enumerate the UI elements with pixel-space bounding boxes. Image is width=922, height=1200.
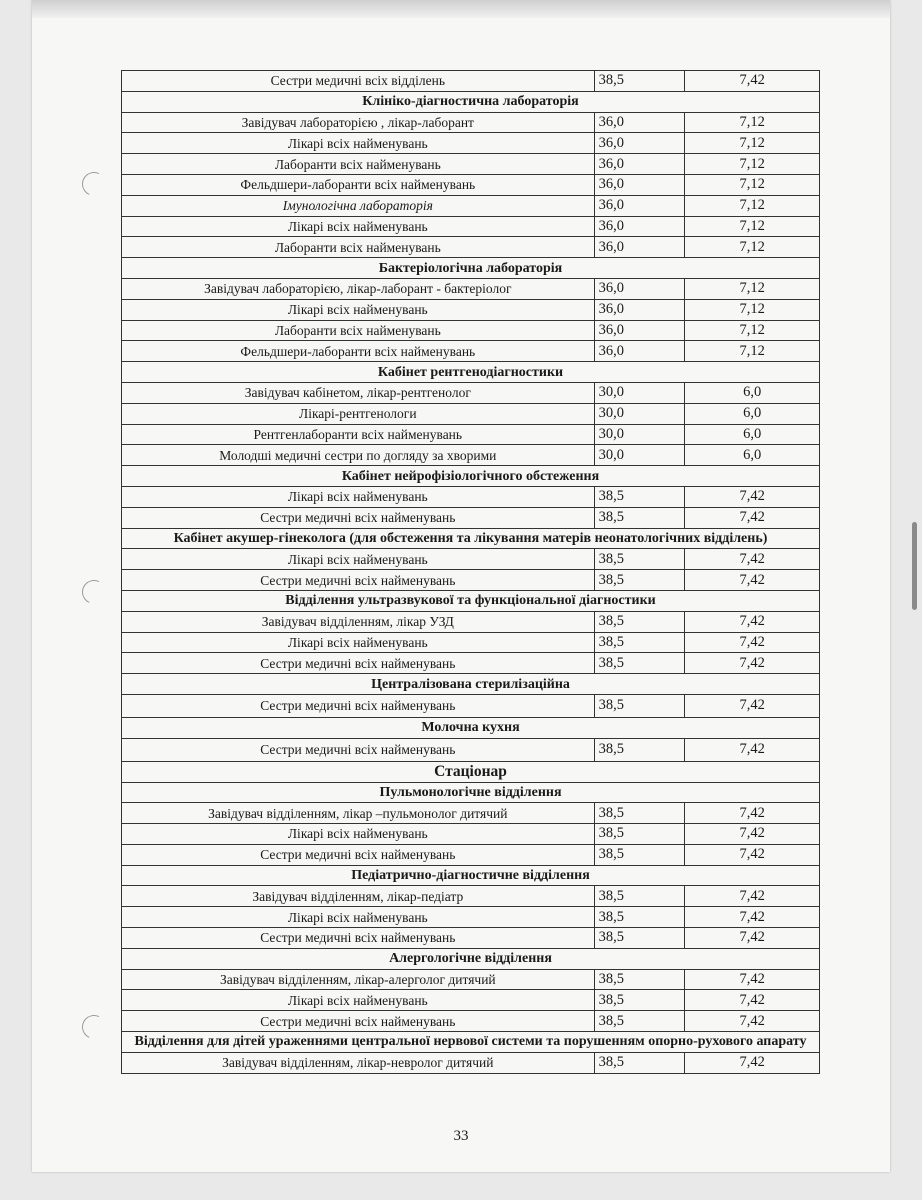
table-row [122, 738, 820, 761]
section-title: Кабінет акушер-гінеколога (для обстеження та лікування матерів неонатологічних відділень) [122, 528, 820, 549]
weekly-hours: 36,0 [594, 320, 685, 341]
section-header-row [122, 1032, 820, 1053]
section-header-row [122, 717, 820, 738]
daily-hours: 7,12 [685, 320, 820, 341]
daily-hours: 7,42 [685, 570, 820, 591]
daily-hours: 7,12 [685, 341, 820, 362]
table-row [122, 907, 820, 928]
section-title: Пульмонологічне відділення [122, 782, 820, 803]
daily-hours: 7,12 [685, 154, 820, 175]
table-row [122, 195, 820, 216]
weekly-hours: 38,5 [594, 907, 685, 928]
position-name: Завідувач відділенням, лікар УЗД [122, 611, 595, 632]
table-row [122, 341, 820, 362]
position-name: Завідувач відділенням, лікар –пульмонолог дитячий [122, 803, 595, 824]
position-name: Лікарі всіх найменувань [122, 990, 595, 1011]
staff-hours-table [121, 70, 820, 1074]
weekly-hours: 38,5 [594, 632, 685, 653]
section-title: Клініко-діагностична лабораторія [122, 91, 820, 112]
weekly-hours: 38,5 [594, 507, 685, 528]
punch-hole-mark [79, 1012, 110, 1043]
weekly-hours: 36,0 [594, 174, 685, 195]
punch-hole-mark [79, 169, 110, 200]
table-row [122, 424, 820, 445]
daily-hours: 7,42 [685, 507, 820, 528]
section-header-row [122, 865, 820, 886]
table-row [122, 886, 820, 907]
weekly-hours: 38,5 [594, 886, 685, 907]
daily-hours: 7,12 [685, 278, 820, 299]
position-name: Лікарі всіх найменувань [122, 549, 595, 570]
position-name: Завідувач відділенням, лікар-невролог дитячий [122, 1052, 595, 1073]
section-title: Відділення для дітей ураженнями центральної нервової системи та порушенням опорно-рухового апарату [122, 1032, 820, 1053]
position-name: Завідувач лабораторією, лікар-лаборант - бактеріолог [122, 278, 595, 299]
daily-hours: 7,12 [685, 174, 820, 195]
position-name: Лікарі всіх найменувань [122, 907, 595, 928]
position-name: Лікарі-рентгенологи [122, 403, 595, 424]
daily-hours: 7,42 [685, 486, 820, 507]
section-title: Алергологічне відділення [122, 948, 820, 969]
table-row [122, 71, 820, 92]
position-name: Сестри медичні всіх найменувань [122, 570, 595, 591]
position-name: Лікарі всіх найменувань [122, 486, 595, 507]
punch-hole-mark [79, 577, 110, 608]
position-name: Рентгенлаборанти всіх найменувань [122, 424, 595, 445]
weekly-hours: 36,0 [594, 237, 685, 258]
weekly-hours: 36,0 [594, 154, 685, 175]
weekly-hours: 38,5 [594, 549, 685, 570]
position-name: Лікарі всіх найменувань [122, 299, 595, 320]
table-row [122, 237, 820, 258]
position-name: Сестри медичні всіх найменувань [122, 1011, 595, 1032]
section-header-row [122, 761, 820, 782]
weekly-hours: 38,5 [594, 803, 685, 824]
weekly-hours: 30,0 [594, 403, 685, 424]
table-row [122, 969, 820, 990]
table-row [122, 990, 820, 1011]
weekly-hours: 38,5 [594, 738, 685, 761]
position-name: Фельдшери-лаборанти всіх найменувань [122, 174, 595, 195]
position-name: Лаборанти всіх найменувань [122, 237, 595, 258]
daily-hours: 7,12 [685, 133, 820, 154]
weekly-hours: 36,0 [594, 133, 685, 154]
daily-hours: 6,0 [685, 445, 820, 466]
section-title: Централізована стерилізаційна [122, 674, 820, 695]
position-name: Сестри медичні всіх найменувань [122, 844, 595, 865]
position-name: Завідувач відділенням, лікар-педіатр [122, 886, 595, 907]
weekly-hours: 36,0 [594, 278, 685, 299]
daily-hours: 7,42 [685, 928, 820, 949]
table-row [122, 549, 820, 570]
table-row [122, 694, 820, 717]
page-number: 33 [453, 1128, 469, 1144]
weekly-hours: 30,0 [594, 424, 685, 445]
position-name: Сестри медичні всіх найменувань [122, 694, 595, 717]
weekly-hours: 38,5 [594, 990, 685, 1011]
position-name: Сестри медичні всіх найменувань [122, 928, 595, 949]
table-row [122, 320, 820, 341]
weekly-hours: 36,0 [594, 341, 685, 362]
section-header-row [122, 948, 820, 969]
table-row [122, 1052, 820, 1073]
table-row [122, 928, 820, 949]
weekly-hours: 38,5 [594, 653, 685, 674]
weekly-hours: 38,5 [594, 928, 685, 949]
position-name: Завідувач кабінетом, лікар-рентгенолог [122, 382, 595, 403]
section-title: Кабінет нейрофізіологічного обстеження [122, 466, 820, 487]
table-row [122, 216, 820, 237]
section-title: Кабінет рентгенодіагностики [122, 362, 820, 383]
position-name: Імунологічна лабораторія [122, 195, 595, 216]
table-row [122, 154, 820, 175]
table-row [122, 382, 820, 403]
daily-hours: 7,42 [685, 653, 820, 674]
weekly-hours: 38,5 [594, 694, 685, 717]
table-row [122, 133, 820, 154]
daily-hours: 7,42 [685, 71, 820, 92]
daily-hours: 7,42 [685, 824, 820, 845]
weekly-hours: 36,0 [594, 195, 685, 216]
weekly-hours: 38,5 [594, 1052, 685, 1073]
daily-hours: 6,0 [685, 424, 820, 445]
daily-hours: 7,42 [685, 969, 820, 990]
weekly-hours: 38,5 [594, 1011, 685, 1032]
daily-hours: 7,12 [685, 299, 820, 320]
table-row [122, 653, 820, 674]
position-name: Лікарі всіх найменувань [122, 632, 595, 653]
weekly-hours: 38,5 [594, 486, 685, 507]
section-header-row [122, 528, 820, 549]
daily-hours: 7,42 [685, 549, 820, 570]
table-row [122, 844, 820, 865]
section-header-row [122, 590, 820, 611]
position-name: Сестри медичні всіх найменувань [122, 653, 595, 674]
daily-hours: 6,0 [685, 382, 820, 403]
page-top-edge [32, 0, 890, 18]
table-row [122, 632, 820, 653]
position-name: Сестри медичні всіх відділень [122, 71, 595, 92]
position-name: Лаборанти всіх найменувань [122, 154, 595, 175]
table-row [122, 486, 820, 507]
position-name: Лікарі всіх найменувань [122, 216, 595, 237]
section-title: Педіатрично-діагностичне відділення [122, 865, 820, 886]
weekly-hours: 38,5 [594, 570, 685, 591]
daily-hours: 7,42 [685, 990, 820, 1011]
section-header-row [122, 782, 820, 803]
position-name: Молодші медичні сестри по догляду за хворими [122, 445, 595, 466]
weekly-hours: 30,0 [594, 445, 685, 466]
weekly-hours: 38,5 [594, 844, 685, 865]
weekly-hours: 30,0 [594, 382, 685, 403]
position-name: Фельдшери-лаборанти всіх найменувань [122, 341, 595, 362]
scrollbar[interactable] [912, 522, 917, 610]
position-name: Лаборанти всіх найменувань [122, 320, 595, 341]
table-row [122, 112, 820, 133]
daily-hours: 7,12 [685, 216, 820, 237]
weekly-hours: 38,5 [594, 611, 685, 632]
weekly-hours: 36,0 [594, 112, 685, 133]
weekly-hours: 38,5 [594, 969, 685, 990]
daily-hours: 7,42 [685, 738, 820, 761]
section-header-row [122, 258, 820, 279]
daily-hours: 7,42 [685, 803, 820, 824]
table-row [122, 174, 820, 195]
table-row [122, 445, 820, 466]
daily-hours: 7,42 [685, 611, 820, 632]
daily-hours: 7,12 [685, 112, 820, 133]
position-name: Лікарі всіх найменувань [122, 133, 595, 154]
table-row [122, 570, 820, 591]
position-name: Завідувач відділенням, лікар-алерголог дитячий [122, 969, 595, 990]
daily-hours: 7,42 [685, 1052, 820, 1073]
position-name: Сестри медичні всіх найменувань [122, 507, 595, 528]
table-row [122, 611, 820, 632]
daily-hours: 7,42 [685, 907, 820, 928]
section-header-row [122, 466, 820, 487]
daily-hours: 7,12 [685, 195, 820, 216]
table-row [122, 507, 820, 528]
table-row [122, 403, 820, 424]
weekly-hours: 38,5 [594, 71, 685, 92]
section-title: Відділення ультразвукової та функціональної діагностики [122, 590, 820, 611]
section-header-row [122, 362, 820, 383]
table-row [122, 1011, 820, 1032]
section-title: Молочна кухня [122, 717, 820, 738]
weekly-hours: 36,0 [594, 299, 685, 320]
daily-hours: 7,42 [685, 844, 820, 865]
section-header-row [122, 674, 820, 695]
section-title: Стаціонар [122, 761, 820, 782]
weekly-hours: 36,0 [594, 216, 685, 237]
table-row [122, 299, 820, 320]
daily-hours: 7,42 [685, 694, 820, 717]
position-name: Завідувач лабораторією , лікар-лаборант [122, 112, 595, 133]
table-row [122, 824, 820, 845]
table-row [122, 278, 820, 299]
daily-hours: 7,42 [685, 1011, 820, 1032]
weekly-hours: 38,5 [594, 824, 685, 845]
daily-hours: 7,12 [685, 237, 820, 258]
daily-hours: 7,42 [685, 886, 820, 907]
position-name: Сестри медичні всіх найменувань [122, 738, 595, 761]
daily-hours: 7,42 [685, 632, 820, 653]
position-name: Лікарі всіх найменувань [122, 824, 595, 845]
section-header-row [122, 91, 820, 112]
table-row [122, 803, 820, 824]
daily-hours: 6,0 [685, 403, 820, 424]
section-title: Бактеріологічна лабораторія [122, 258, 820, 279]
